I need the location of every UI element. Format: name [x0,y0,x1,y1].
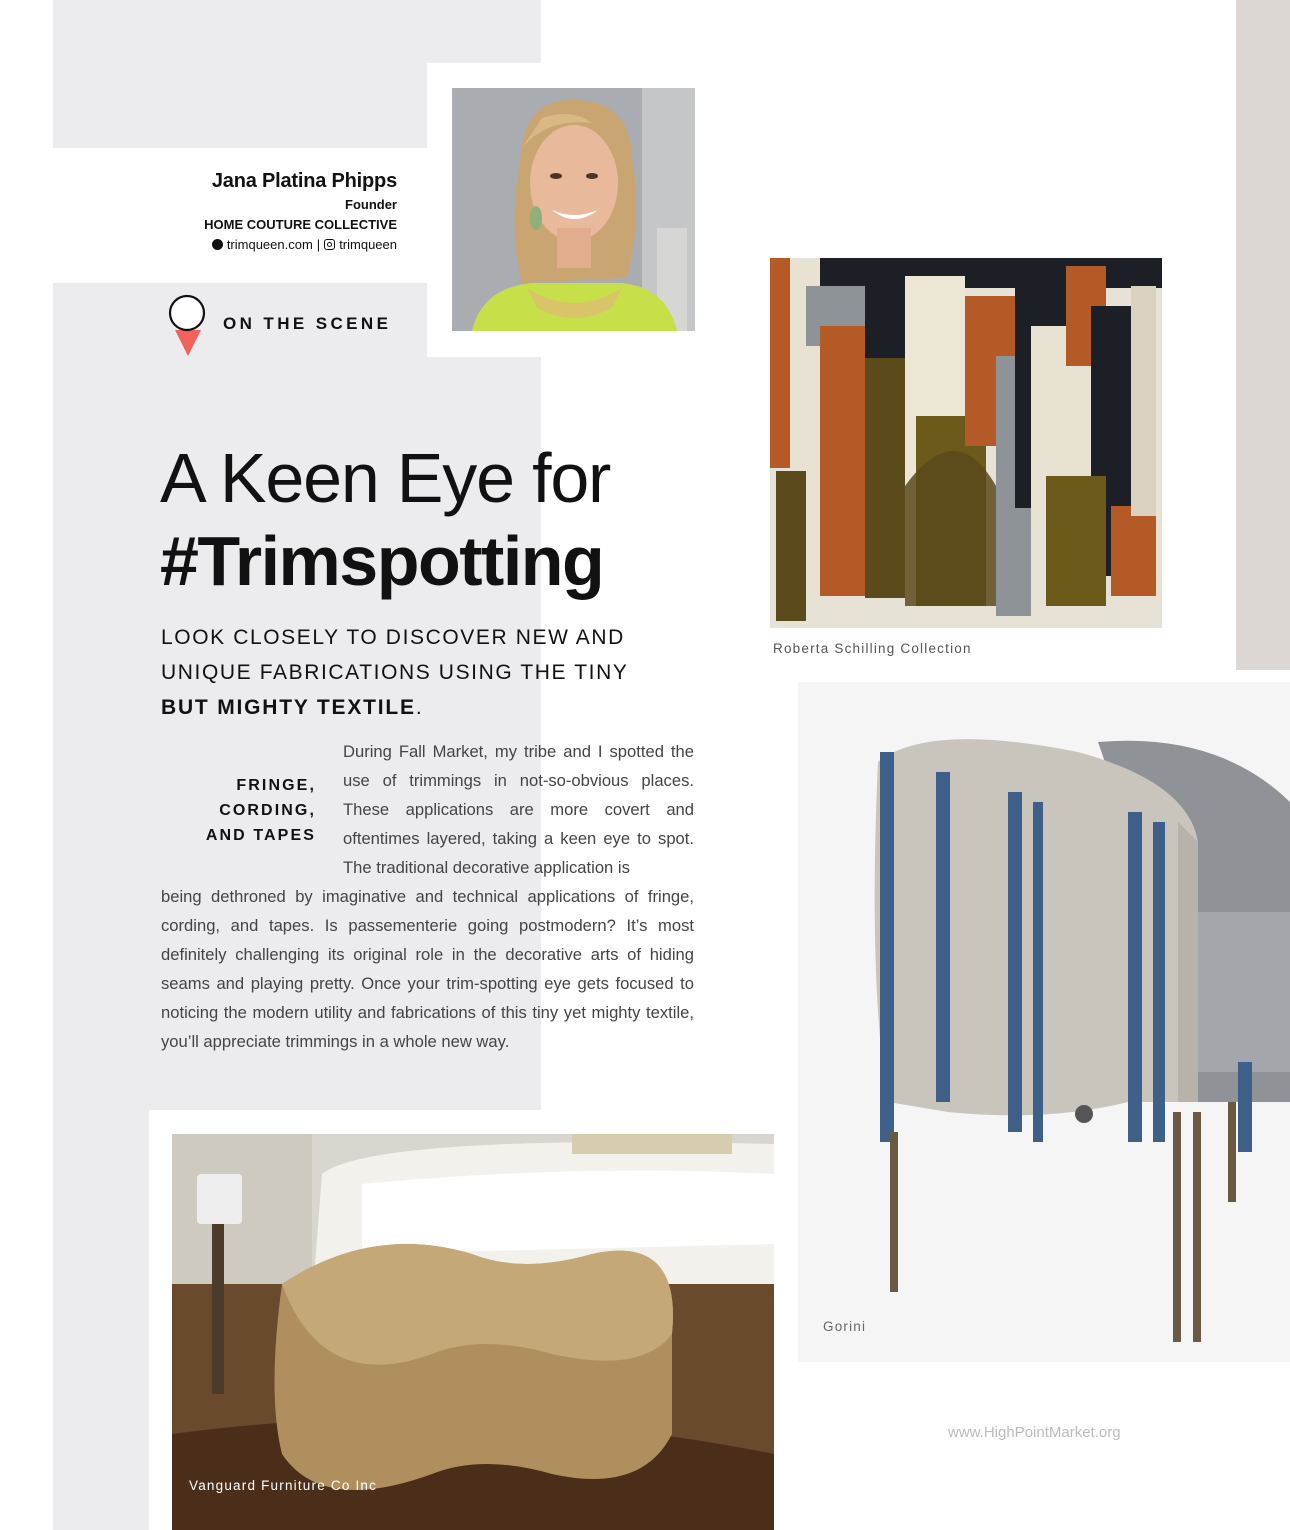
author-org: HOME COUTURE COLLECTIVE [204,217,397,232]
deck-line-1: LOOK CLOSELY TO DISCOVER NEW AND [161,626,625,649]
chair-image [798,682,1290,1362]
social-separator: | [316,237,321,252]
background-block-bottom [53,1110,149,1530]
caption-ottoman: Vanguard Furniture Co Inc [189,1478,378,1493]
section-label: ON THE SCENE [223,314,392,333]
background-strip-right [1236,0,1290,670]
deck-end: . [415,696,424,719]
headline-line-1: A Keen Eye for [160,439,611,517]
body-text-column: During Fall Market, my tribe and I spotted the use of trimmings in not-so-obvious places. These applications are more covert and oftentimes layered, taking a keen eye to spot. The traditional decorative application is [343,742,694,877]
author-block [77,170,397,252]
deck [161,620,641,725]
author-instagram[interactable]: trimqueen [339,237,397,252]
site-url[interactable]: www.HighPointMarket.org [948,1424,1121,1441]
deck-bold: BUT MIGHTY TEXTILE [161,696,416,719]
deck-line-2: UNIQUE FABRICATIONS USING THE TINY [161,661,629,684]
body-text-full: being dethroned by imaginative and technical applications of fringe, cording, and tapes. Is passementerie going postmodern? It’s most definitely challenging its original role in the decorative arts of hiding seams and playing pretty. Once your trim-spotting eye gets focused to noticing the modern utility and fabrications of this tiny yet mighty textile, you’ll appreciate trimmings in a whole new way. [161,887,694,1051]
globe-icon [212,239,223,250]
pull-quote-line-2: CORDING, [219,802,316,819]
author-website[interactable]: trimqueen.com [226,237,313,252]
deck-line-3 [161,690,641,725]
author-name: Jana Platina Phipps [211,170,397,192]
author-portrait [452,88,695,331]
pull-quote [190,773,316,848]
location-pin-icon [166,294,210,358]
tapestry-image [766,256,1166,634]
pull-quote-line-3: AND TAPES [205,827,316,844]
caption-tapestry: Roberta Schilling Collection [773,641,972,656]
caption-chair: Gorini [823,1319,867,1334]
author-role: Founder [345,197,397,212]
chair-panel-spacer [760,712,800,1137]
ottoman-image [172,1134,774,1530]
pull-quote-line-1: FRINGE, [236,777,316,794]
headline-line-2: #Trimspotting [160,522,604,600]
author-social [77,237,397,252]
instagram-icon [324,239,335,250]
